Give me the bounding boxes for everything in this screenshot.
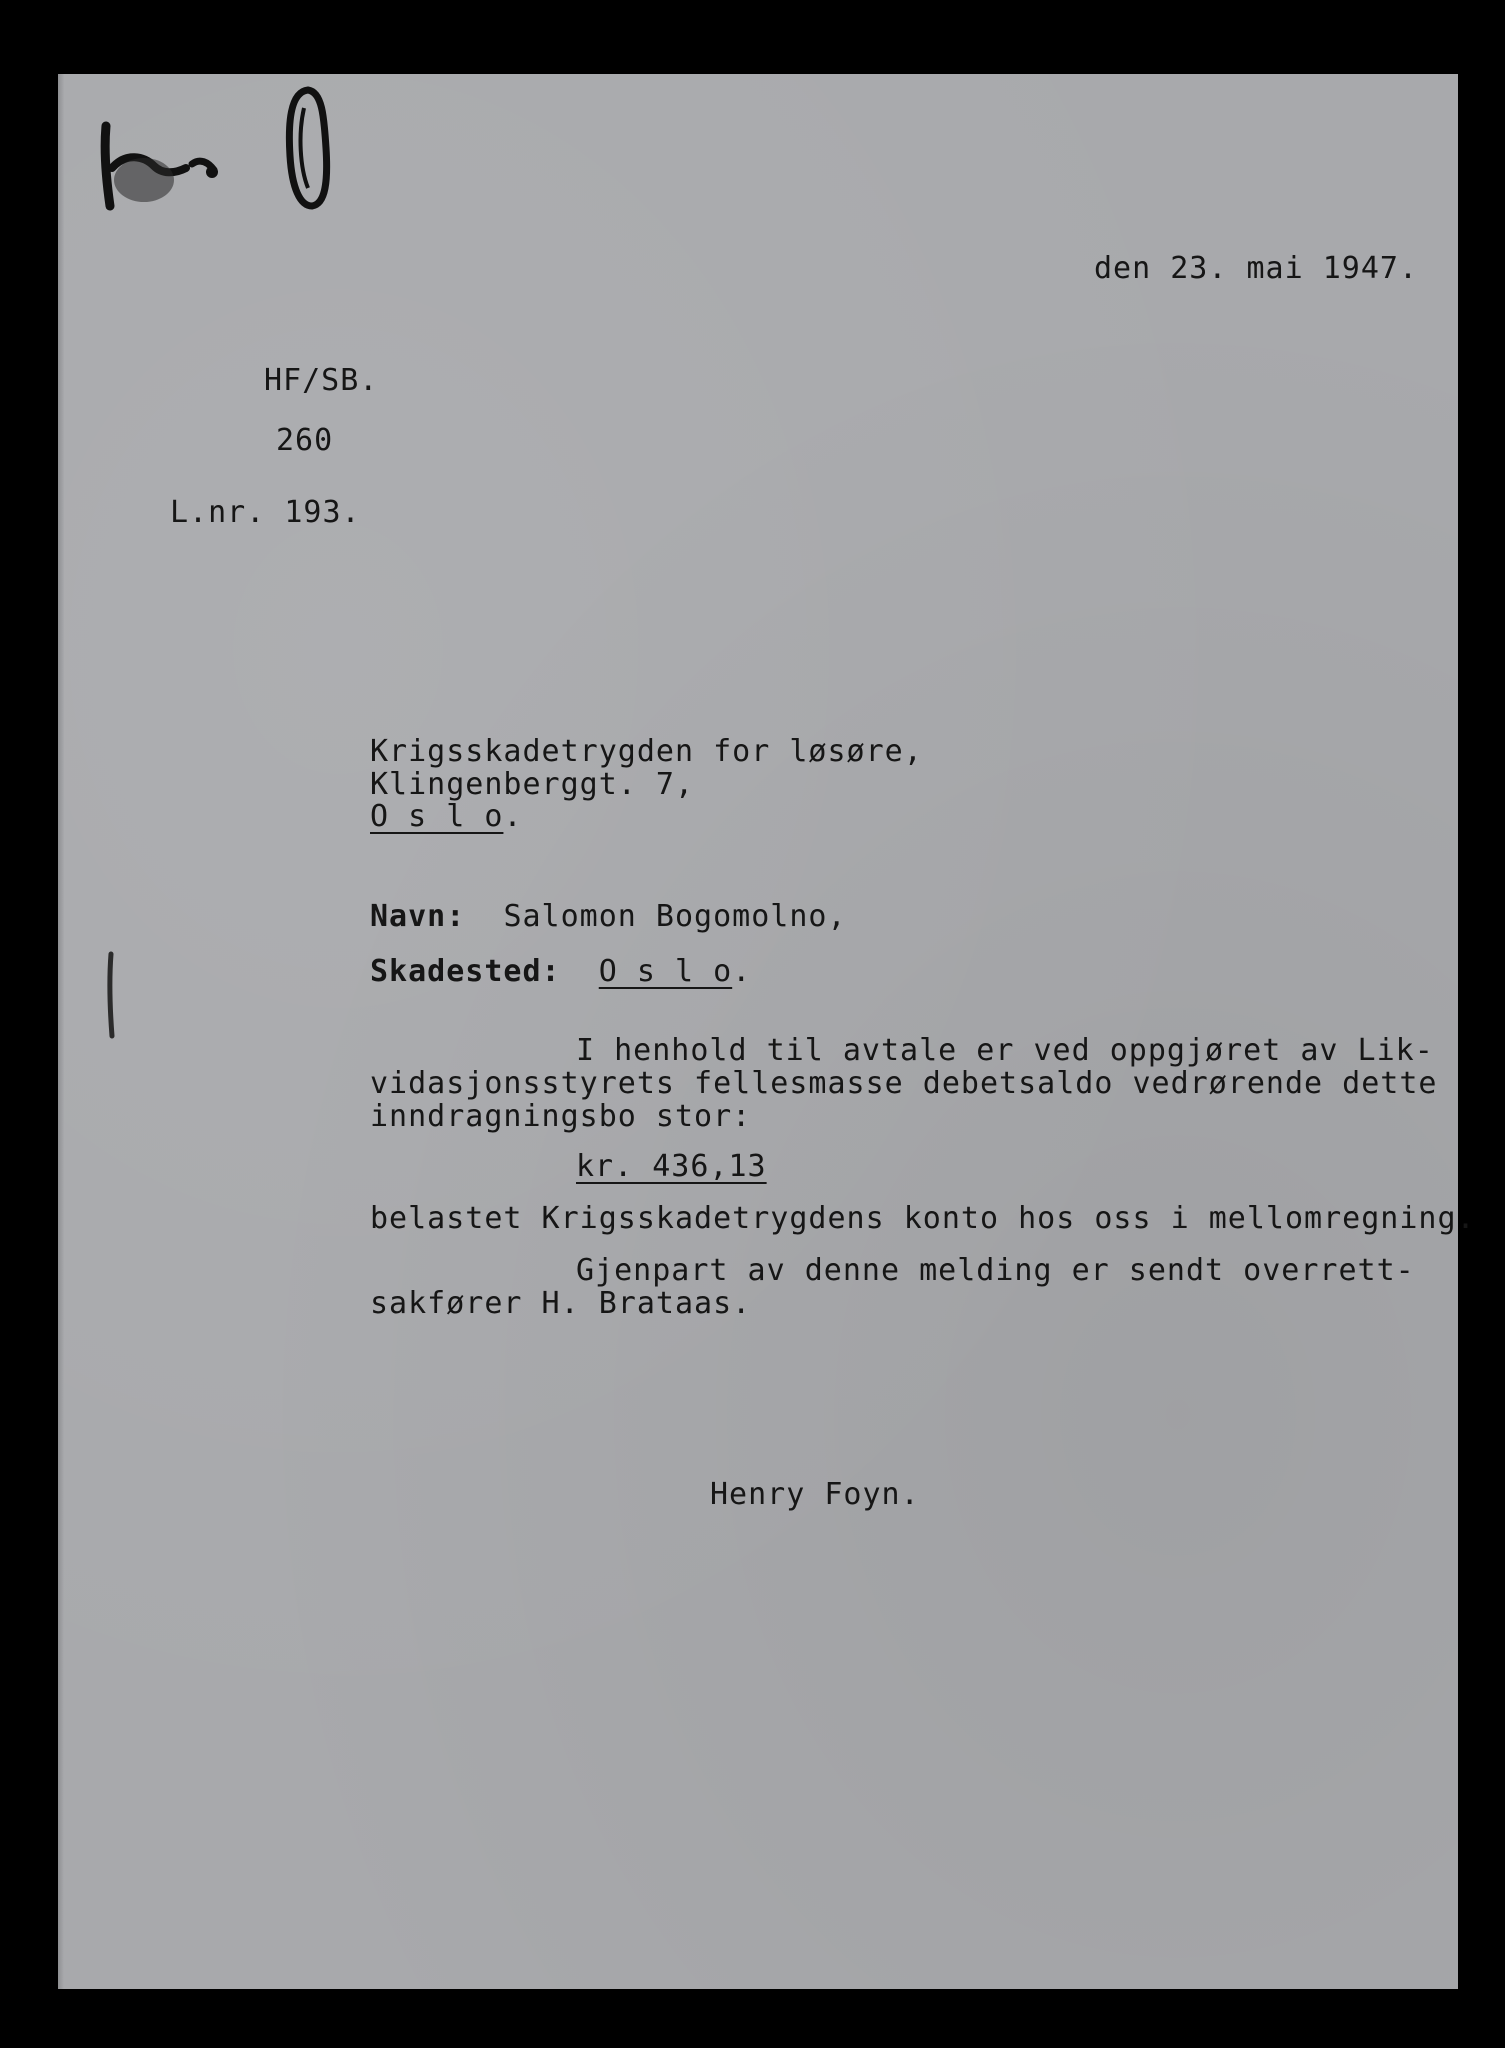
recipient-city: O s l o [370,799,504,834]
reference-initials: HF/SB. [264,363,379,398]
body-paragraph-3-line-2: sakfører H. Brataas. [370,1286,752,1321]
body-paragraph-3-line-1: Gjenpart av denne melding er sendt overrett- [576,1253,1415,1288]
handwritten-scribble-icon [96,108,226,218]
reference-number: 260 [276,423,334,458]
name-label: Navn: [370,899,466,934]
document-page [58,74,1458,1989]
margin-tick-icon [104,950,118,1040]
amount: kr. 436,13 [576,1149,767,1184]
recipient-street: Klingenberggt. 7, [370,767,695,802]
signature-name: Henry Foyn. [710,1477,920,1512]
body-paragraph-1-line-3: inndragningsbo stor: [370,1099,752,1134]
recipient-city-row: O s l o. [370,799,523,834]
place-row: Skadested: O s l o. [370,954,752,989]
amount-row [576,1150,767,1184]
page-edge-shadow [58,74,64,1989]
name-value: Salomon Bogomolno, [503,899,847,934]
handwritten-zero-icon [282,84,334,214]
name-row [370,900,847,934]
letter-date: den 23. mai 1947. [1094,251,1419,286]
place-label: Skadested: [370,954,561,989]
place-value: O s l o [598,954,733,989]
body-paragraph-1-line-1: I henhold til avtale er ved oppgjøret av Lik- [576,1033,1434,1068]
body-paragraph-1-line-2: vidasjonsstyrets fellesmasse debetsaldo vedrørende dette [370,1066,1438,1101]
body-paragraph-2-line-1: belastet Krigsskadetrygdens konto hos oss i mellomregning. [370,1201,1476,1236]
letter-number: L.nr. 193. [170,495,361,530]
recipient-name: Krigsskadetrygden for løsøre, [370,734,923,769]
